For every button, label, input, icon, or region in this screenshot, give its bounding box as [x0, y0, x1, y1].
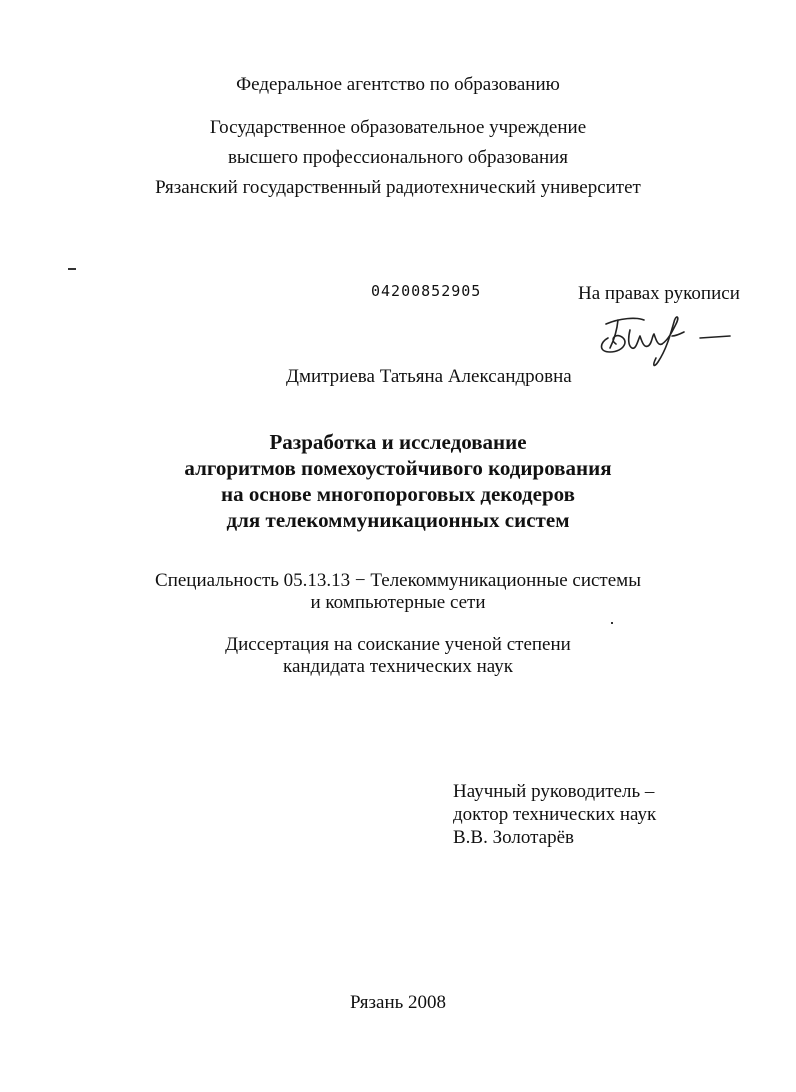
specialty-line-1: Специальность 05.13.13 − Телекоммуникационные системы: [155, 570, 641, 591]
degree-line-2: кандидата технических наук: [283, 656, 513, 677]
title-line-2: алгоритмов помехоустойчивого кодирования: [184, 456, 612, 480]
institution-line-1: Государственное образовательное учреждение: [209, 117, 587, 138]
catalog-number: 04200852905: [371, 282, 482, 300]
signature-icon: [592, 308, 742, 373]
supervisor-degree: доктор технических наук: [453, 804, 657, 825]
supervisor-name: В.В. Золотарёв: [453, 827, 574, 848]
specialty-line-2: и компьютерные сети: [310, 592, 486, 613]
scan-speck: [68, 268, 76, 270]
title-line-3: на основе многопороговых декодеров: [221, 482, 575, 506]
title-line-1: Разработка и исследование: [269, 430, 527, 454]
institution-line-2: высшего профессионального образования: [227, 147, 569, 168]
title-line-4: для телекоммуникационных систем: [226, 508, 570, 532]
scan-speck: [611, 622, 613, 624]
manuscript-note: На правах рукописи: [578, 283, 740, 304]
degree-line-1: Диссертация на соискание ученой степени: [225, 634, 571, 655]
agency-line: Федеральное агентство по образованию: [236, 74, 560, 95]
university-line: Рязанский государственный радиотехнический университет: [155, 177, 641, 198]
place-year: Рязань 2008: [349, 992, 447, 1013]
supervisor-role: Научный руководитель –: [453, 781, 655, 802]
author-name: Дмитриева Татьяна Александровна: [286, 366, 572, 387]
